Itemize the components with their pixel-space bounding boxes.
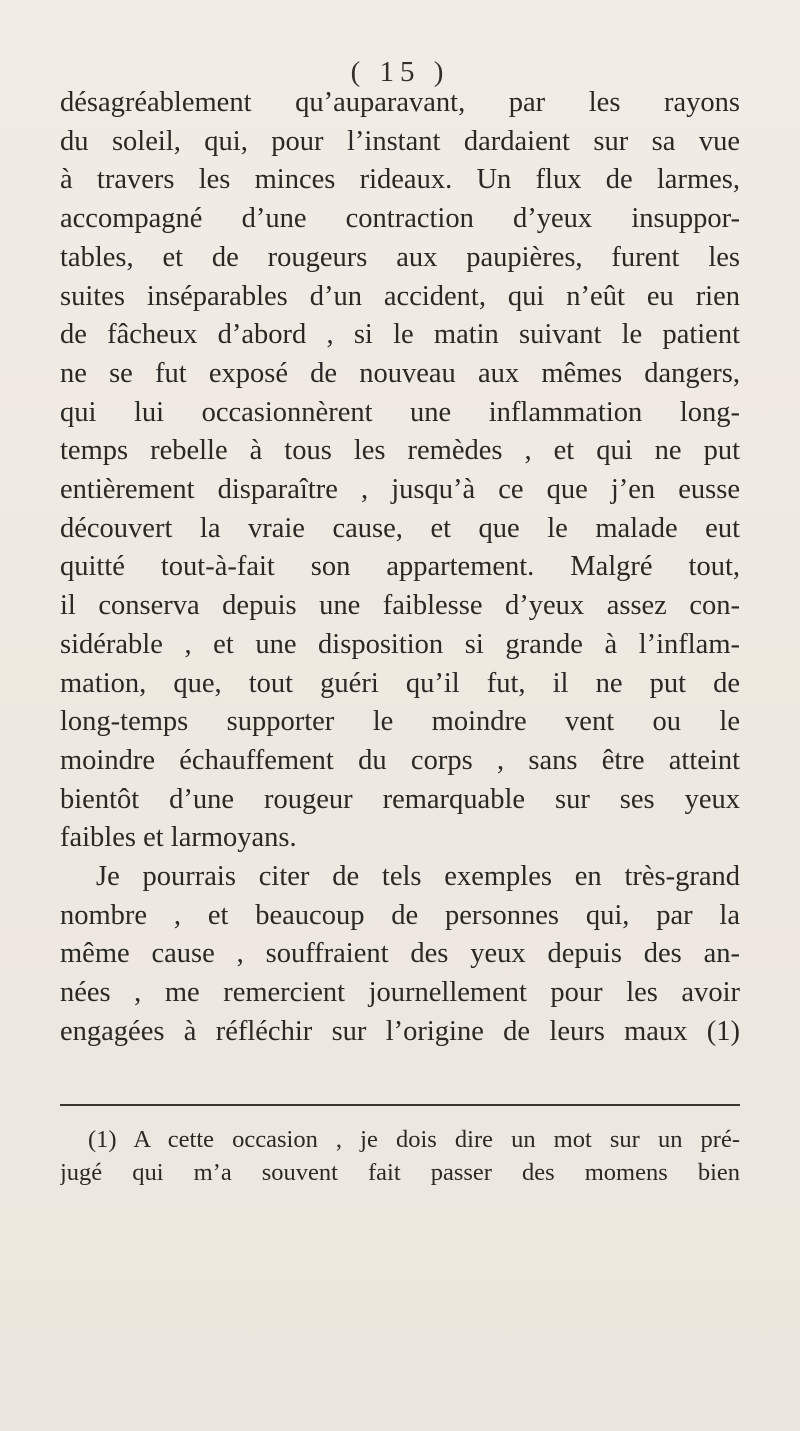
text-line: suites inséparables d’un accident, qui n’eût eu rien <box>60 280 740 312</box>
footnote-divider <box>60 1104 740 1106</box>
paragraph-end-line: faibles et larmoyans. <box>60 822 297 854</box>
page-number: ( 15 ) <box>350 56 450 88</box>
text-line: bientôt d’une rougeur remarquable sur ses yeux <box>60 783 740 815</box>
text-line: moindre échauffement du corps , sans être atteint <box>60 744 740 776</box>
text-line: entièrement disparaître , jusqu’à ce que j’en eusse <box>60 474 740 506</box>
paragraph-start-line: Je pourrais citer de tels exemples en très-grand <box>96 861 740 893</box>
footnote-line: (1) A cette occasion , je dois dire un mot sur un pré- <box>88 1126 740 1153</box>
text-line: même cause , souffraient des yeux depuis des an- <box>60 938 740 970</box>
text-line: accompagné d’une contraction d’yeux insuppor- <box>60 203 740 235</box>
text-line: sidérable , et une disposition si grande à l’inflam- <box>60 628 740 660</box>
footnote-line: jugé qui m’a souvent fait passer des momens bien <box>60 1158 740 1186</box>
text-line: long-temps supporter le moindre vent ou le <box>60 706 740 738</box>
text-line: il conserva depuis une faiblesse d’yeux assez con- <box>60 590 740 622</box>
text-line: du soleil, qui, pour l’instant dardaient sur sa vue <box>60 125 740 157</box>
text-line: désagréablement qu’auparavant, par les rayons <box>60 87 740 118</box>
body-text <box>60 84 740 1052</box>
text-line: engagées à réfléchir sur l’origine de leurs maux (1) <box>60 1015 740 1047</box>
text-line: ne se fut exposé de nouveau aux mêmes dangers, <box>60 357 740 389</box>
text-line: nombre , et beaucoup de personnes qui, par la <box>60 899 740 931</box>
text-line: quitté tout-à-fait son appartement. Malgré tout, <box>60 551 740 583</box>
text-line: temps rebelle à tous les remèdes , et qui ne put <box>60 435 740 467</box>
text-line: nées , me remercient journellement pour les avoir <box>60 977 740 1009</box>
text-line: mation, que, tout guéri qu’il fut, il ne put de <box>60 667 740 699</box>
text-line: tables, et de rougeurs aux paupières, furent les <box>60 241 740 273</box>
text-line: à travers les minces rideaux. Un flux de larmes, <box>60 164 740 196</box>
text-line: qui lui occasionnèrent une inflammation long- <box>60 396 740 428</box>
text-line: de fâcheux d’abord , si le matin suivant le patient <box>60 319 740 351</box>
footnote <box>60 1124 740 1189</box>
text-line: découvert la vraie cause, et que le malade eut <box>60 512 740 544</box>
